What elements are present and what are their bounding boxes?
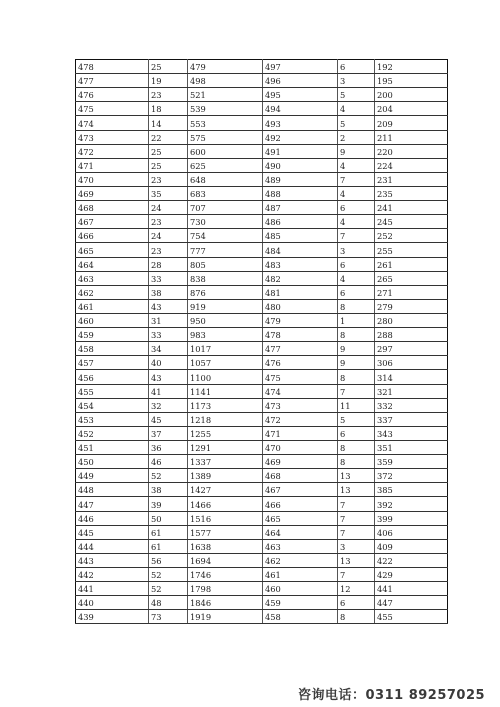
table-cell: 45 <box>149 412 188 426</box>
table-row <box>76 102 448 116</box>
table-cell: 8 <box>338 455 375 469</box>
table-cell: 33 <box>149 271 188 285</box>
table-cell: 484 <box>263 243 338 257</box>
table-cell: 1057 <box>188 356 263 370</box>
table-cell: 39 <box>149 497 188 511</box>
table-row <box>76 610 448 624</box>
table-cell: 950 <box>188 313 263 327</box>
table-cell: 23 <box>149 88 188 102</box>
table-cell: 192 <box>375 60 448 74</box>
table-cell: 471 <box>263 426 338 440</box>
table-cell: 471 <box>76 158 149 172</box>
table-cell: 493 <box>263 116 338 130</box>
table-cell: 777 <box>188 243 263 257</box>
table-cell: 474 <box>76 116 149 130</box>
table-cell: 466 <box>76 229 149 243</box>
table-cell: 3 <box>338 243 375 257</box>
table-cell: 465 <box>76 243 149 257</box>
table-row <box>76 539 448 553</box>
table-cell: 983 <box>188 328 263 342</box>
table-cell: 4 <box>338 271 375 285</box>
table-row <box>76 497 448 511</box>
table-cell: 480 <box>263 299 338 313</box>
table-cell: 9 <box>338 342 375 356</box>
table-row <box>76 412 448 426</box>
table-cell: 451 <box>76 440 149 454</box>
table-row <box>76 596 448 610</box>
table-cell: 392 <box>375 497 448 511</box>
table-cell: 279 <box>375 299 448 313</box>
table-row <box>76 186 448 200</box>
table-row <box>76 172 448 186</box>
table-cell: 265 <box>375 271 448 285</box>
table-cell: 441 <box>375 582 448 596</box>
table-cell: 231 <box>375 172 448 186</box>
table-cell: 25 <box>149 60 188 74</box>
table-cell: 492 <box>263 130 338 144</box>
table-cell: 449 <box>76 469 149 483</box>
table-cell: 490 <box>263 158 338 172</box>
table-cell: 458 <box>263 610 338 624</box>
table-row <box>76 229 448 243</box>
table-cell: 337 <box>375 412 448 426</box>
table-cell: 1466 <box>188 497 263 511</box>
table-cell: 280 <box>375 313 448 327</box>
table-cell: 461 <box>76 299 149 313</box>
table-cell: 466 <box>263 497 338 511</box>
table-cell: 38 <box>149 483 188 497</box>
table-cell: 5 <box>338 88 375 102</box>
table-cell: 496 <box>263 74 338 88</box>
table-cell: 288 <box>375 328 448 342</box>
table-cell: 476 <box>76 88 149 102</box>
table-cell: 459 <box>263 596 338 610</box>
table-cell: 462 <box>76 285 149 299</box>
table-cell: 1173 <box>188 398 263 412</box>
table-row <box>76 483 448 497</box>
table-cell: 8 <box>338 328 375 342</box>
table-cell: 36 <box>149 440 188 454</box>
table-cell: 485 <box>263 229 338 243</box>
table-cell: 1846 <box>188 596 263 610</box>
table-cell: 479 <box>263 313 338 327</box>
table-cell: 478 <box>76 60 149 74</box>
table-cell: 468 <box>76 201 149 215</box>
table-cell: 473 <box>76 130 149 144</box>
table-cell: 19 <box>149 74 188 88</box>
table-cell: 452 <box>76 426 149 440</box>
table-row <box>76 567 448 581</box>
table-cell: 876 <box>188 285 263 299</box>
table-cell: 489 <box>263 172 338 186</box>
table-cell: 600 <box>188 144 263 158</box>
table-cell: 252 <box>375 229 448 243</box>
table-cell: 486 <box>263 215 338 229</box>
table-cell: 447 <box>375 596 448 610</box>
table-cell: 61 <box>149 525 188 539</box>
table-cell: 477 <box>263 342 338 356</box>
table-row <box>76 553 448 567</box>
table-cell: 1100 <box>188 370 263 384</box>
table-cell: 372 <box>375 469 448 483</box>
table-cell: 50 <box>149 511 188 525</box>
table-cell: 7 <box>338 384 375 398</box>
table-cell: 4 <box>338 186 375 200</box>
table-cell: 43 <box>149 299 188 313</box>
table-cell: 429 <box>375 567 448 581</box>
table-cell: 467 <box>76 215 149 229</box>
table-cell: 440 <box>76 596 149 610</box>
table-row <box>76 469 448 483</box>
table-cell: 1141 <box>188 384 263 398</box>
table-row <box>76 130 448 144</box>
table-cell: 463 <box>263 539 338 553</box>
score-table <box>75 59 448 624</box>
table-cell: 443 <box>76 553 149 567</box>
table-cell: 4 <box>338 102 375 116</box>
table-cell: 24 <box>149 229 188 243</box>
table-cell: 1577 <box>188 525 263 539</box>
contact-phone: 咨询电话：0311 89257025 <box>298 688 486 703</box>
table-cell: 332 <box>375 398 448 412</box>
table-cell: 1638 <box>188 539 263 553</box>
table-cell: 6 <box>338 285 375 299</box>
table-cell: 41 <box>149 384 188 398</box>
table-row <box>76 60 448 74</box>
table-cell: 475 <box>76 102 149 116</box>
table-cell: 211 <box>375 130 448 144</box>
table-row <box>76 455 448 469</box>
table-cell: 6 <box>338 257 375 271</box>
table-cell: 1218 <box>188 412 263 426</box>
table-cell: 6 <box>338 201 375 215</box>
table-cell: 7 <box>338 567 375 581</box>
table-cell: 3 <box>338 74 375 88</box>
table-cell: 37 <box>149 426 188 440</box>
table-cell: 470 <box>76 172 149 186</box>
table-cell: 487 <box>263 201 338 215</box>
table-cell: 454 <box>76 398 149 412</box>
table-cell: 8 <box>338 610 375 624</box>
table-cell: 1746 <box>188 567 263 581</box>
table-cell: 18 <box>149 102 188 116</box>
table-cell: 343 <box>375 426 448 440</box>
table-cell: 385 <box>375 483 448 497</box>
table-cell: 575 <box>188 130 263 144</box>
table-cell: 707 <box>188 201 263 215</box>
table-cell: 730 <box>188 215 263 229</box>
table-cell: 245 <box>375 215 448 229</box>
table-cell: 7 <box>338 172 375 186</box>
table-cell: 25 <box>149 144 188 158</box>
table-row <box>76 299 448 313</box>
table-cell: 7 <box>338 511 375 525</box>
table-cell: 271 <box>375 285 448 299</box>
table-cell: 25 <box>149 158 188 172</box>
table-cell: 23 <box>149 215 188 229</box>
table-cell: 494 <box>263 102 338 116</box>
table-cell: 23 <box>149 172 188 186</box>
table-cell: 4 <box>338 158 375 172</box>
table-cell: 1017 <box>188 342 263 356</box>
table-cell: 539 <box>188 102 263 116</box>
table-cell: 476 <box>263 356 338 370</box>
table-cell: 5 <box>338 116 375 130</box>
table-row <box>76 285 448 299</box>
table-cell: 261 <box>375 257 448 271</box>
table-row <box>76 426 448 440</box>
table-cell: 469 <box>76 186 149 200</box>
table-cell: 23 <box>149 243 188 257</box>
table-cell: 31 <box>149 313 188 327</box>
table-cell: 458 <box>76 342 149 356</box>
table-cell: 444 <box>76 539 149 553</box>
table-cell: 46 <box>149 455 188 469</box>
table-cell: 448 <box>76 483 149 497</box>
table-cell: 255 <box>375 243 448 257</box>
table-cell: 491 <box>263 144 338 158</box>
table-cell: 13 <box>338 483 375 497</box>
table-cell: 32 <box>149 398 188 412</box>
table-cell: 460 <box>76 313 149 327</box>
table-cell: 24 <box>149 201 188 215</box>
table-cell: 40 <box>149 356 188 370</box>
table-cell: 9 <box>338 356 375 370</box>
table-cell: 482 <box>263 271 338 285</box>
table-cell: 1389 <box>188 469 263 483</box>
table-cell: 7 <box>338 497 375 511</box>
table-cell: 481 <box>263 285 338 299</box>
table-cell: 465 <box>263 511 338 525</box>
table-cell: 13 <box>338 553 375 567</box>
table-row <box>76 201 448 215</box>
table-cell: 43 <box>149 370 188 384</box>
table-row <box>76 440 448 454</box>
table-cell: 22 <box>149 130 188 144</box>
table-row <box>76 511 448 525</box>
table-cell: 34 <box>149 342 188 356</box>
table-cell: 12 <box>338 582 375 596</box>
table-row <box>76 74 448 88</box>
table-cell: 314 <box>375 370 448 384</box>
table-cell: 297 <box>375 342 448 356</box>
table-row <box>76 356 448 370</box>
table-cell: 52 <box>149 469 188 483</box>
table-cell: 447 <box>76 497 149 511</box>
table-cell: 474 <box>263 384 338 398</box>
table-cell: 463 <box>76 271 149 285</box>
table-cell: 7 <box>338 525 375 539</box>
table-cell: 1516 <box>188 511 263 525</box>
table-cell: 446 <box>76 511 149 525</box>
table-cell: 2 <box>338 130 375 144</box>
table-cell: 473 <box>263 398 338 412</box>
table-cell: 1427 <box>188 483 263 497</box>
table-cell: 1798 <box>188 582 263 596</box>
table-cell: 478 <box>263 328 338 342</box>
table-cell: 461 <box>263 567 338 581</box>
table-cell: 13 <box>338 469 375 483</box>
table-cell: 38 <box>149 285 188 299</box>
table-cell: 8 <box>338 299 375 313</box>
table-cell: 28 <box>149 257 188 271</box>
table-cell: 359 <box>375 455 448 469</box>
table-cell: 6 <box>338 60 375 74</box>
table-cell: 450 <box>76 455 149 469</box>
table-cell: 56 <box>149 553 188 567</box>
table-cell: 409 <box>375 539 448 553</box>
table-row <box>76 144 448 158</box>
table-cell: 1291 <box>188 440 263 454</box>
table-cell: 442 <box>76 567 149 581</box>
table-row <box>76 328 448 342</box>
table-cell: 235 <box>375 186 448 200</box>
table-cell: 455 <box>76 384 149 398</box>
table-cell: 460 <box>263 582 338 596</box>
table-cell: 241 <box>375 201 448 215</box>
table-cell: 6 <box>338 426 375 440</box>
table-row <box>76 257 448 271</box>
table-cell: 1919 <box>188 610 263 624</box>
table-cell: 553 <box>188 116 263 130</box>
table-cell: 477 <box>76 74 149 88</box>
table-row <box>76 525 448 539</box>
table-cell: 7 <box>338 229 375 243</box>
table-row <box>76 370 448 384</box>
table-cell: 498 <box>188 74 263 88</box>
table-cell: 351 <box>375 440 448 454</box>
table-row <box>76 215 448 229</box>
table-cell: 470 <box>263 440 338 454</box>
table-cell: 805 <box>188 257 263 271</box>
table-cell: 9 <box>338 144 375 158</box>
table-cell: 472 <box>76 144 149 158</box>
table-cell: 306 <box>375 356 448 370</box>
table-cell: 919 <box>188 299 263 313</box>
table-cell: 479 <box>188 60 263 74</box>
table-cell: 455 <box>375 610 448 624</box>
table-cell: 204 <box>375 102 448 116</box>
table-cell: 459 <box>76 328 149 342</box>
table-cell: 321 <box>375 384 448 398</box>
table-cell: 3 <box>338 539 375 553</box>
table-row <box>76 582 448 596</box>
table-cell: 6 <box>338 596 375 610</box>
table-cell: 453 <box>76 412 149 426</box>
table-cell: 495 <box>263 88 338 102</box>
table-row <box>76 398 448 412</box>
table-cell: 497 <box>263 60 338 74</box>
table-cell: 61 <box>149 539 188 553</box>
table-cell: 8 <box>338 370 375 384</box>
table-row <box>76 342 448 356</box>
table-body <box>76 60 448 624</box>
table-row <box>76 88 448 102</box>
table-cell: 399 <box>375 511 448 525</box>
table-cell: 475 <box>263 370 338 384</box>
table-cell: 406 <box>375 525 448 539</box>
table-cell: 521 <box>188 88 263 102</box>
table-cell: 1694 <box>188 553 263 567</box>
table-cell: 683 <box>188 186 263 200</box>
table-cell: 11 <box>338 398 375 412</box>
table-cell: 456 <box>76 370 149 384</box>
table-cell: 5 <box>338 412 375 426</box>
table-cell: 195 <box>375 74 448 88</box>
table-cell: 220 <box>375 144 448 158</box>
table-cell: 464 <box>76 257 149 271</box>
table-cell: 754 <box>188 229 263 243</box>
table-cell: 468 <box>263 469 338 483</box>
table-cell: 35 <box>149 186 188 200</box>
table-cell: 14 <box>149 116 188 130</box>
table-cell: 1 <box>338 313 375 327</box>
table-cell: 1337 <box>188 455 263 469</box>
table-cell: 838 <box>188 271 263 285</box>
table-cell: 469 <box>263 455 338 469</box>
table-cell: 200 <box>375 88 448 102</box>
table-cell: 52 <box>149 567 188 581</box>
table-row <box>76 384 448 398</box>
table-cell: 445 <box>76 525 149 539</box>
table-cell: 48 <box>149 596 188 610</box>
table-row <box>76 116 448 130</box>
table-cell: 457 <box>76 356 149 370</box>
table-row <box>76 243 448 257</box>
table-cell: 209 <box>375 116 448 130</box>
table-cell: 483 <box>263 257 338 271</box>
table-cell: 439 <box>76 610 149 624</box>
table-cell: 441 <box>76 582 149 596</box>
table-row <box>76 158 448 172</box>
table-cell: 467 <box>263 483 338 497</box>
table-cell: 224 <box>375 158 448 172</box>
table-cell: 472 <box>263 412 338 426</box>
table-cell: 488 <box>263 186 338 200</box>
table-cell: 4 <box>338 215 375 229</box>
table-cell: 1255 <box>188 426 263 440</box>
table-row <box>76 313 448 327</box>
table-cell: 648 <box>188 172 263 186</box>
table-cell: 8 <box>338 440 375 454</box>
table-cell: 73 <box>149 610 188 624</box>
table-cell: 52 <box>149 582 188 596</box>
table-cell: 422 <box>375 553 448 567</box>
table-cell: 625 <box>188 158 263 172</box>
table-cell: 464 <box>263 525 338 539</box>
table-row <box>76 271 448 285</box>
table-cell: 33 <box>149 328 188 342</box>
table-cell: 462 <box>263 553 338 567</box>
